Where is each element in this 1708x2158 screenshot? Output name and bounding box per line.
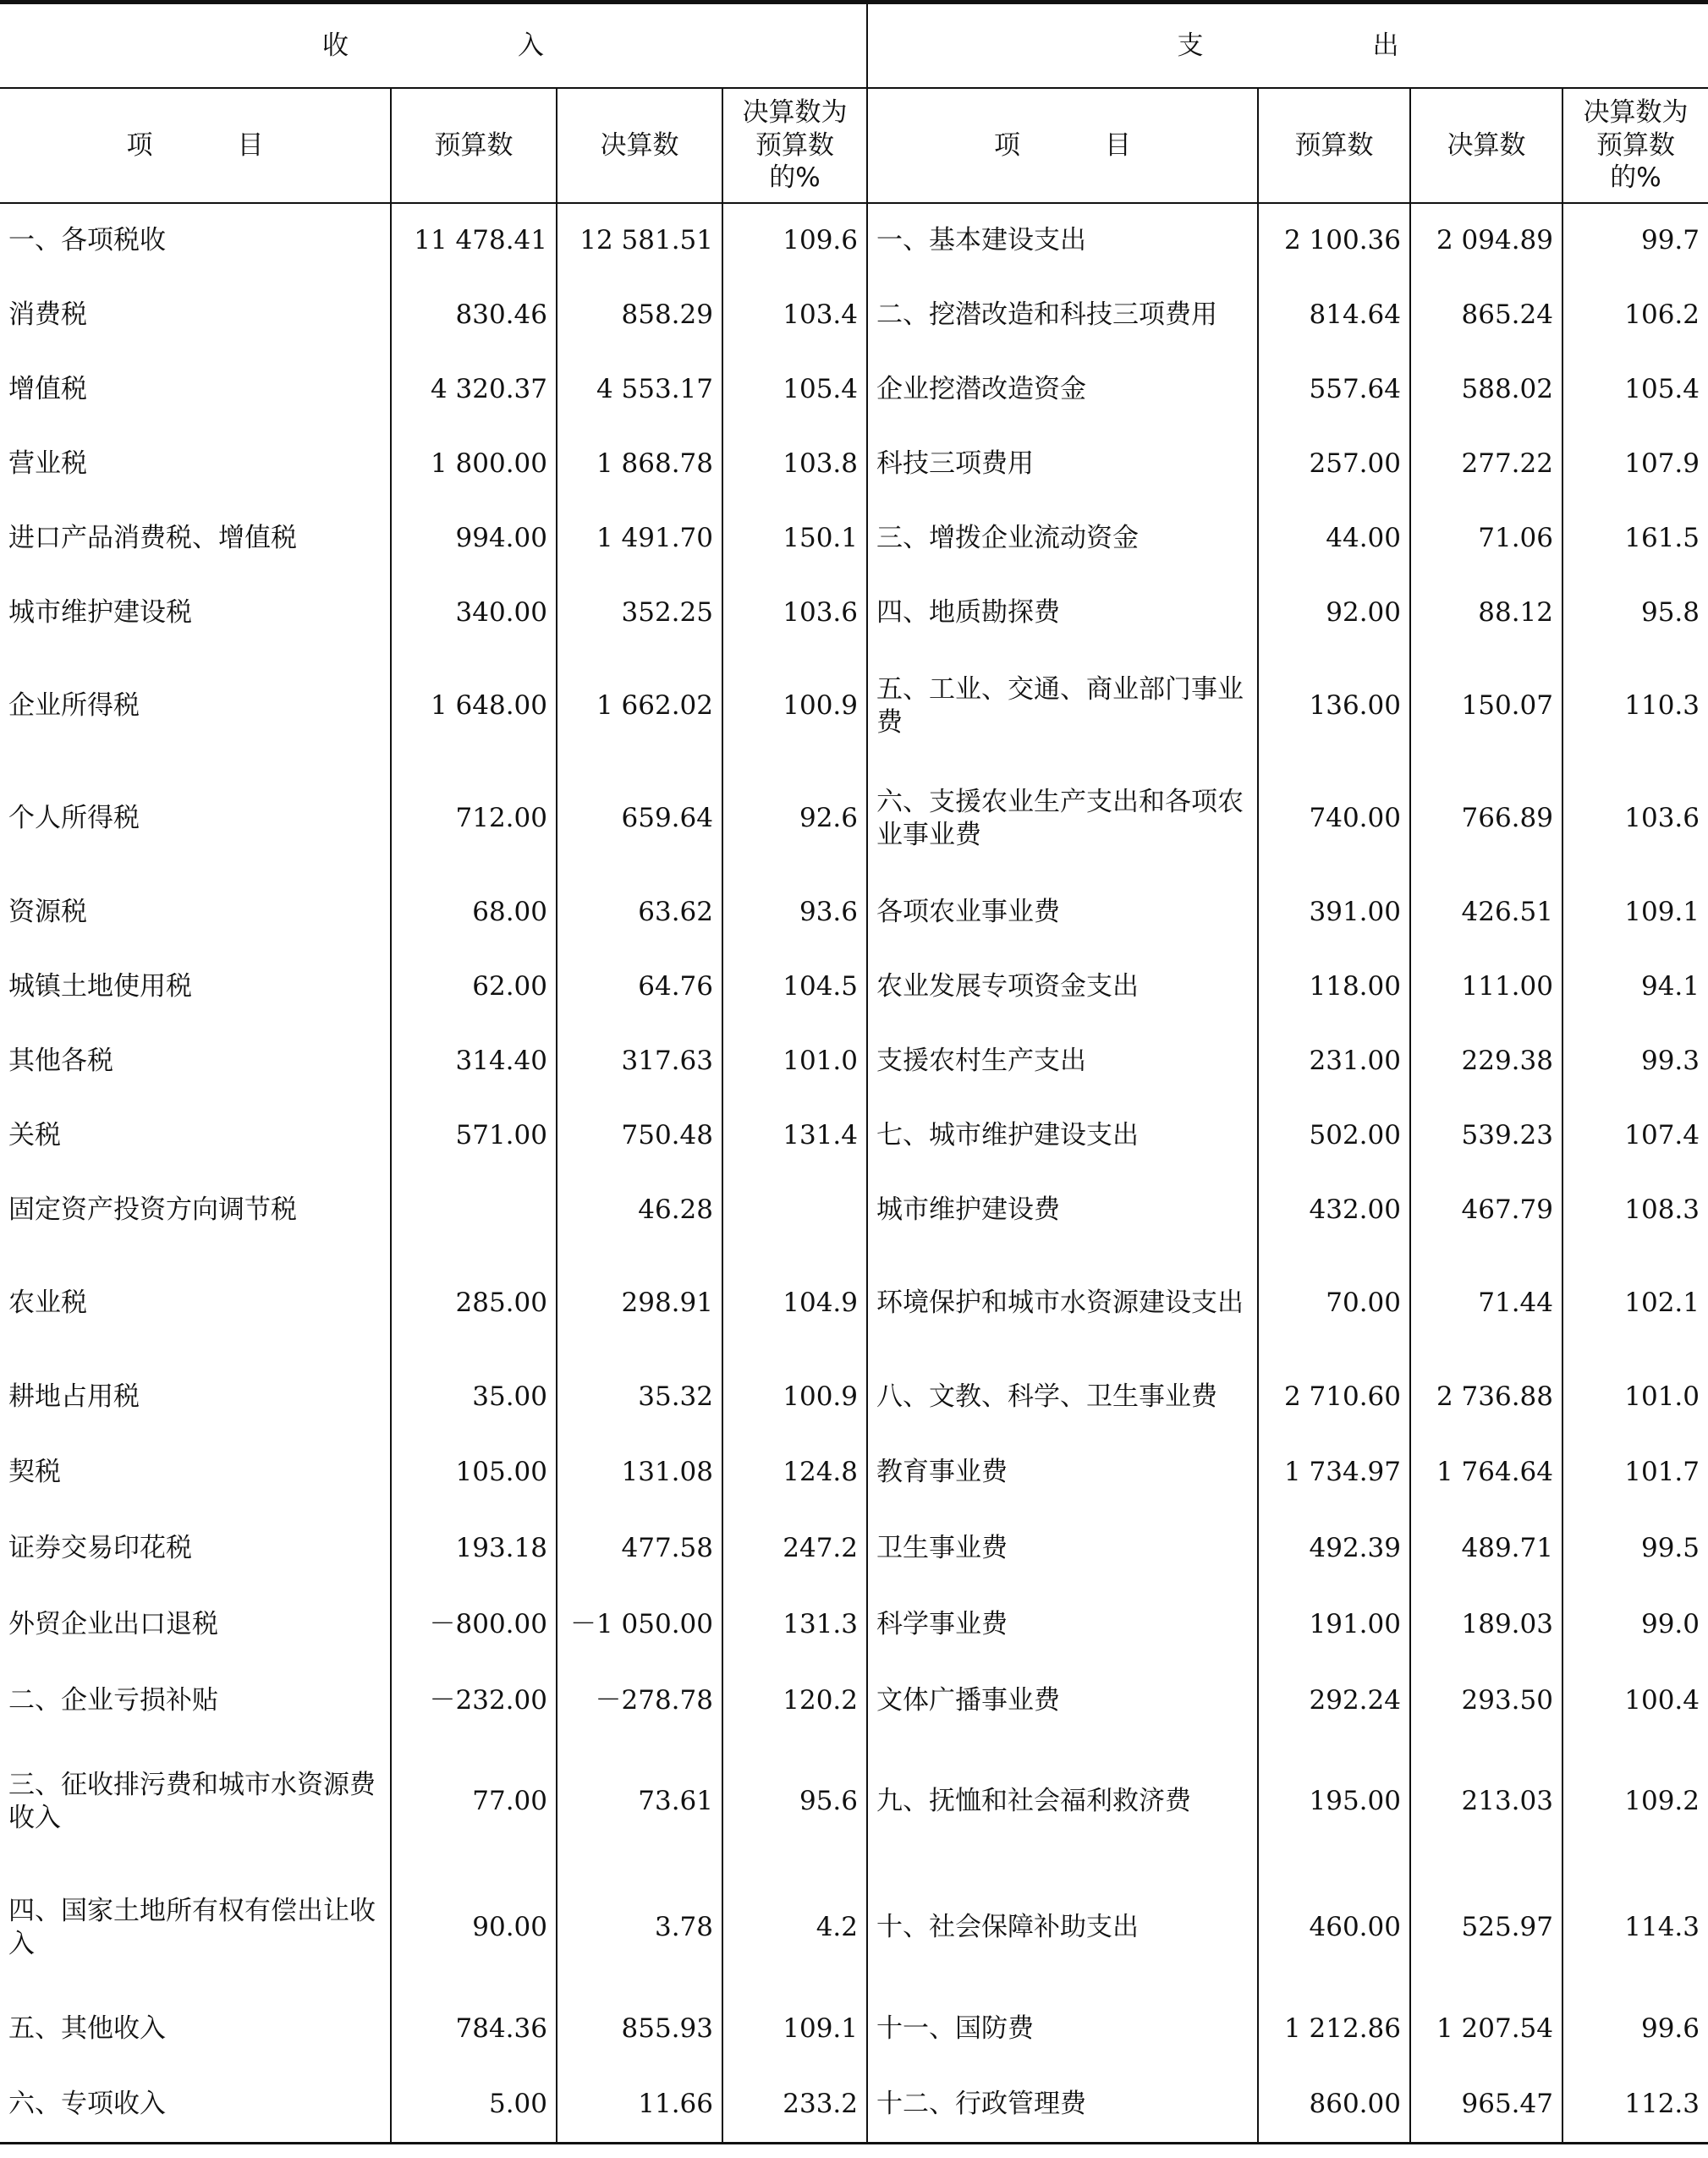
expense-budget-cell: 257.00 bbox=[1258, 426, 1410, 501]
income-budget-cell: 712.00 bbox=[391, 762, 557, 875]
income-actual-cell: 35.32 bbox=[557, 1359, 722, 1434]
table-row bbox=[0, 1864, 1708, 1991]
table-row bbox=[0, 352, 1708, 426]
expense-item-cell: 十二、行政管理费 bbox=[867, 2067, 1258, 2143]
expense-budget-cell: 292.24 bbox=[1258, 1662, 1410, 1738]
income-percent-cell: 131.4 bbox=[722, 1098, 867, 1172]
expense-percent-cell: 112.3 bbox=[1562, 2067, 1708, 2143]
expense-item-cell: 二、挖潜改造和科技三项费用 bbox=[867, 277, 1258, 352]
expense-actual-cell: 111.00 bbox=[1410, 949, 1562, 1024]
expense-actual-cell: 489.71 bbox=[1410, 1510, 1562, 1586]
income-actual-cell: －278.78 bbox=[557, 1662, 722, 1738]
income-actual-cell: 317.63 bbox=[557, 1024, 722, 1098]
expense-actual-cell: 539.23 bbox=[1410, 1098, 1562, 1172]
expense-item-cell: 十一、国防费 bbox=[867, 1991, 1258, 2067]
table-row bbox=[0, 1738, 1708, 1864]
expense-item-cell: 支援农村生产支出 bbox=[867, 1024, 1258, 1098]
expense-actual-cell: 1 207.54 bbox=[1410, 1991, 1562, 2067]
income-budget-cell: 1 800.00 bbox=[391, 426, 557, 501]
expense-percent-cell: 99.7 bbox=[1640, 225, 1700, 256]
income-percent-cell: 109.6 bbox=[722, 203, 867, 277]
income-actual-cell: 750.48 bbox=[557, 1098, 722, 1172]
expense-percent-cell: 99.3 bbox=[1640, 1045, 1700, 1076]
income-budget-cell bbox=[391, 1172, 557, 1247]
expense-percent-cell: 114.3 bbox=[1624, 1912, 1700, 1943]
expense-item-cell: 三、增拨企业流动资金 bbox=[867, 501, 1258, 575]
expense-budget-cell: 2 100.36 bbox=[1258, 203, 1410, 277]
expense-budget-cell: 2 710.60 bbox=[1258, 1359, 1410, 1434]
expense-budget-cell: 1 734.97 bbox=[1258, 1434, 1410, 1510]
expense-item-header: 项目 bbox=[867, 88, 1258, 203]
income-item-cell: 二、企业亏损补贴 bbox=[0, 1662, 391, 1738]
section-header-row bbox=[0, 3, 1708, 89]
income-percent-cell: 100.9 bbox=[722, 1359, 867, 1434]
income-budget-cell: 35.00 bbox=[391, 1359, 557, 1434]
income-item-cell: 进口产品消费税、增值税 bbox=[0, 501, 391, 575]
income-actual-cell: 858.29 bbox=[557, 277, 722, 352]
expense-percent-cell: 108.3 bbox=[1624, 1194, 1700, 1225]
income-item-cell: 契税 bbox=[0, 1434, 391, 1510]
income-actual-cell: 298.91 bbox=[557, 1247, 722, 1359]
table-row bbox=[0, 1247, 1708, 1359]
expense-budget-cell: 432.00 bbox=[1258, 1172, 1410, 1247]
expense-item-cell: 科技三项费用 bbox=[867, 426, 1258, 501]
expense-actual-cell: 965.47 bbox=[1410, 2067, 1562, 2143]
expense-actual-cell: 766.89 bbox=[1410, 762, 1562, 875]
expense-item-cell: 四、地质勘探费 bbox=[867, 575, 1258, 650]
expense-budget-cell: 191.00 bbox=[1258, 1586, 1410, 1662]
income-actual-cell: 1 662.02 bbox=[557, 650, 722, 762]
income-budget-cell: 193.18 bbox=[391, 1510, 557, 1586]
table-row bbox=[0, 1586, 1708, 1662]
expense-actual-header: 决算数 bbox=[1410, 88, 1562, 203]
expense-actual-cell: 467.79 bbox=[1410, 1172, 1562, 1247]
income-percent-cell: 95.6 bbox=[722, 1738, 867, 1864]
expense-actual-cell: 525.97 bbox=[1410, 1864, 1562, 1991]
expense-percent-cell: 109.1 bbox=[1624, 896, 1700, 927]
income-percent-cell: 104.5 bbox=[722, 949, 867, 1024]
expense-actual-cell: 229.38 bbox=[1410, 1024, 1562, 1098]
income-item-cell: 四、国家土地所有权有偿出让收入 bbox=[0, 1864, 391, 1991]
income-percent-cell: 100.9 bbox=[722, 650, 867, 762]
expense-item-cell: 科学事业费 bbox=[867, 1586, 1258, 1662]
expense-actual-cell: 189.03 bbox=[1410, 1586, 1562, 1662]
income-percent-cell: 93.6 bbox=[722, 875, 867, 949]
income-budget-cell: 784.36 bbox=[391, 1991, 557, 2067]
table-row bbox=[0, 1024, 1708, 1098]
income-percent-cell: 109.1 bbox=[722, 1991, 867, 2067]
income-actual-cell: 3.78 bbox=[557, 1864, 722, 1991]
expense-item-cell: 卫生事业费 bbox=[867, 1510, 1258, 1586]
expense-percent-cell: 102.1 bbox=[1624, 1288, 1700, 1319]
income-budget-cell: －800.00 bbox=[391, 1586, 557, 1662]
income-item-cell: 个人所得税 bbox=[0, 762, 391, 875]
table-row bbox=[0, 1172, 1708, 1247]
income-item-cell: 五、其他收入 bbox=[0, 1991, 391, 2067]
income-item-cell: 营业税 bbox=[0, 426, 391, 501]
expense-budget-cell: 814.64 bbox=[1258, 277, 1410, 352]
income-percent-cell: 103.8 bbox=[722, 426, 867, 501]
table-row bbox=[0, 762, 1708, 875]
income-item-cell: 其他各税 bbox=[0, 1024, 391, 1098]
income-item-cell: 一、各项税收 bbox=[0, 203, 391, 277]
income-item-cell: 消费税 bbox=[0, 277, 391, 352]
expense-budget-cell: 460.00 bbox=[1258, 1864, 1410, 1991]
income-percent-cell: 104.9 bbox=[722, 1247, 867, 1359]
table-row bbox=[0, 650, 1708, 762]
expense-item-cell: 文体广播事业费 bbox=[867, 1662, 1258, 1738]
income-budget-cell: 571.00 bbox=[391, 1098, 557, 1172]
expense-item-cell: 环境保护和城市水资源建设支出 bbox=[867, 1247, 1258, 1359]
table-row bbox=[0, 2067, 1708, 2143]
income-actual-cell: 855.93 bbox=[557, 1991, 722, 2067]
income-percent-cell: 92.6 bbox=[722, 762, 867, 875]
expense-actual-cell: 277.22 bbox=[1410, 426, 1562, 501]
expense-item-cell: 一、基本建设支出 bbox=[867, 203, 1258, 277]
income-actual-cell: 4 553.17 bbox=[557, 352, 722, 426]
table-row bbox=[0, 1434, 1708, 1510]
income-item-cell: 耕地占用税 bbox=[0, 1359, 391, 1434]
table-row bbox=[0, 575, 1708, 650]
income-actual-cell: 352.25 bbox=[557, 575, 722, 650]
income-item-cell: 固定资产投资方向调节税 bbox=[0, 1172, 391, 1247]
expense-item-cell: 教育事业费 bbox=[867, 1434, 1258, 1510]
expense-percent-cell: 107.9 bbox=[1624, 448, 1700, 479]
income-item-cell: 六、专项收入 bbox=[0, 2067, 391, 2143]
expense-actual-cell: 150.07 bbox=[1410, 650, 1562, 762]
expense-percent-cell: 94.1 bbox=[1640, 970, 1700, 1002]
expense-actual-cell: 2 094.89 bbox=[1410, 203, 1562, 277]
table-row bbox=[0, 277, 1708, 352]
income-item-cell: 证券交易印花税 bbox=[0, 1510, 391, 1586]
income-actual-cell: 477.58 bbox=[557, 1510, 722, 1586]
income-actual-cell: 11.66 bbox=[557, 2067, 722, 2143]
expense-section-header: 支出 bbox=[867, 3, 1708, 89]
expense-item-cell: 六、支援农业生产支出和各项农业事业费 bbox=[867, 762, 1258, 875]
expense-percent-cell: 100.4 bbox=[1624, 1684, 1700, 1716]
income-budget-cell: 994.00 bbox=[391, 501, 557, 575]
income-item-cell: 农业税 bbox=[0, 1247, 391, 1359]
expense-budget-cell: 136.00 bbox=[1258, 650, 1410, 762]
expense-actual-cell: 213.03 bbox=[1410, 1738, 1562, 1864]
income-section-header: 收入 bbox=[0, 3, 867, 89]
expense-actual-cell: 71.06 bbox=[1410, 501, 1562, 575]
expense-actual-cell: 88.12 bbox=[1410, 575, 1562, 650]
income-percent-cell: 247.2 bbox=[722, 1510, 867, 1586]
income-percent-cell: 124.8 bbox=[722, 1434, 867, 1510]
expense-percent-cell: 107.4 bbox=[1624, 1119, 1700, 1150]
income-budget-cell: 5.00 bbox=[391, 2067, 557, 2143]
expense-percent-cell: 101.7 bbox=[1624, 1456, 1700, 1487]
table-row bbox=[0, 1098, 1708, 1172]
expense-actual-cell: 588.02 bbox=[1410, 352, 1562, 426]
income-budget-header: 预算数 bbox=[391, 88, 557, 203]
income-item-header: 项目 bbox=[0, 88, 391, 203]
expense-budget-cell: 391.00 bbox=[1258, 875, 1410, 949]
expense-item-cell: 城市维护建设费 bbox=[867, 1172, 1258, 1247]
income-item-cell: 外贸企业出口退税 bbox=[0, 1586, 391, 1662]
expense-percent-cell: 99.5 bbox=[1640, 1532, 1700, 1563]
table-row bbox=[0, 1991, 1708, 2067]
table-row bbox=[0, 501, 1708, 575]
table-row bbox=[0, 1662, 1708, 1738]
income-budget-cell: －232.00 bbox=[391, 1662, 557, 1738]
expense-percent-cell: 110.3 bbox=[1624, 690, 1700, 722]
expense-budget-header: 预算数 bbox=[1258, 88, 1410, 203]
expense-item-cell: 农业发展专项资金支出 bbox=[867, 949, 1258, 1024]
table-row bbox=[0, 1359, 1708, 1434]
income-actual-cell: 12 581.51 bbox=[557, 203, 722, 277]
expense-item-cell: 企业挖潜改造资金 bbox=[867, 352, 1258, 426]
income-budget-cell: 4 320.37 bbox=[391, 352, 557, 426]
income-percent-cell: 233.2 bbox=[722, 2067, 867, 2143]
expense-actual-cell: 293.50 bbox=[1410, 1662, 1562, 1738]
income-actual-cell: 131.08 bbox=[557, 1434, 722, 1510]
expense-item-cell: 七、城市维护建设支出 bbox=[867, 1098, 1258, 1172]
income-item-cell: 关税 bbox=[0, 1098, 391, 1172]
expense-percent-cell: 109.2 bbox=[1624, 1786, 1700, 1817]
income-budget-cell: 68.00 bbox=[391, 875, 557, 949]
income-item-cell: 三、征收排污费和城市水资源费收入 bbox=[0, 1738, 391, 1864]
income-item-cell: 企业所得税 bbox=[0, 650, 391, 762]
expense-budget-cell: 502.00 bbox=[1258, 1098, 1410, 1172]
expense-budget-cell: 740.00 bbox=[1258, 762, 1410, 875]
income-budget-cell: 77.00 bbox=[391, 1738, 557, 1864]
income-actual-cell: 1 868.78 bbox=[557, 426, 722, 501]
expense-budget-cell: 92.00 bbox=[1258, 575, 1410, 650]
income-actual-cell: 1 491.70 bbox=[557, 501, 722, 575]
expense-actual-cell: 865.24 bbox=[1410, 277, 1562, 352]
expense-percent-cell: 95.8 bbox=[1640, 596, 1700, 628]
income-percent-header: 决算数为 预算数的% bbox=[722, 88, 867, 203]
expense-budget-cell: 860.00 bbox=[1258, 2067, 1410, 2143]
expense-budget-cell: 118.00 bbox=[1258, 949, 1410, 1024]
income-budget-cell: 11 478.41 bbox=[391, 203, 557, 277]
expense-item-cell: 五、工业、交通、商业部门事业费 bbox=[867, 650, 1258, 762]
income-percent-cell: 103.4 bbox=[722, 277, 867, 352]
income-item-cell: 增值税 bbox=[0, 352, 391, 426]
income-actual-cell: 659.64 bbox=[557, 762, 722, 875]
income-item-cell: 资源税 bbox=[0, 875, 391, 949]
income-actual-cell: －1 050.00 bbox=[557, 1586, 722, 1662]
income-percent-cell bbox=[722, 1172, 867, 1247]
expense-actual-cell: 1 764.64 bbox=[1410, 1434, 1562, 1510]
expense-item-cell: 十、社会保障补助支出 bbox=[867, 1864, 1258, 1991]
column-header-row bbox=[0, 88, 1708, 203]
income-actual-cell: 73.61 bbox=[557, 1738, 722, 1864]
income-actual-cell: 64.76 bbox=[557, 949, 722, 1024]
table-row bbox=[0, 203, 1708, 277]
income-budget-cell: 285.00 bbox=[391, 1247, 557, 1359]
expense-percent-cell: 99.0 bbox=[1640, 1608, 1700, 1639]
income-budget-cell: 90.00 bbox=[391, 1864, 557, 1991]
expense-budget-cell: 231.00 bbox=[1258, 1024, 1410, 1098]
income-budget-cell: 62.00 bbox=[391, 949, 557, 1024]
income-budget-cell: 314.40 bbox=[391, 1024, 557, 1098]
income-percent-cell: 101.0 bbox=[722, 1024, 867, 1098]
expense-actual-cell: 426.51 bbox=[1410, 875, 1562, 949]
income-actual-header: 决算数 bbox=[557, 88, 722, 203]
expense-budget-cell: 1 212.86 bbox=[1258, 1991, 1410, 2067]
income-item-cell: 城镇土地使用税 bbox=[0, 949, 391, 1024]
table-row bbox=[0, 1510, 1708, 1586]
income-actual-cell: 63.62 bbox=[557, 875, 722, 949]
income-budget-cell: 340.00 bbox=[391, 575, 557, 650]
income-budget-cell: 105.00 bbox=[391, 1434, 557, 1510]
table-row bbox=[0, 426, 1708, 501]
income-percent-cell: 150.1 bbox=[722, 501, 867, 575]
income-actual-cell: 46.28 bbox=[557, 1172, 722, 1247]
income-percent-cell: 131.3 bbox=[722, 1586, 867, 1662]
expense-budget-cell: 44.00 bbox=[1258, 501, 1410, 575]
income-percent-cell: 103.6 bbox=[722, 575, 867, 650]
table-row bbox=[0, 875, 1708, 949]
expense-percent-header: 决算数为 预算数的% bbox=[1562, 88, 1708, 203]
income-item-cell: 城市维护建设税 bbox=[0, 575, 391, 650]
table-row bbox=[0, 949, 1708, 1024]
income-budget-cell: 1 648.00 bbox=[391, 650, 557, 762]
expense-budget-cell: 70.00 bbox=[1258, 1247, 1410, 1359]
expense-percent-cell: 106.2 bbox=[1624, 299, 1700, 330]
expense-actual-cell: 71.44 bbox=[1410, 1247, 1562, 1359]
expense-budget-cell: 195.00 bbox=[1258, 1738, 1410, 1864]
expense-budget-cell: 492.39 bbox=[1258, 1510, 1410, 1586]
expense-percent-cell: 101.0 bbox=[1624, 1381, 1700, 1412]
income-budget-cell: 830.46 bbox=[391, 277, 557, 352]
expense-percent-cell: 161.5 bbox=[1624, 522, 1700, 553]
expense-budget-cell: 557.64 bbox=[1258, 352, 1410, 426]
income-percent-cell: 120.2 bbox=[722, 1662, 867, 1738]
expense-actual-cell: 2 736.88 bbox=[1410, 1359, 1562, 1434]
income-percent-cell: 105.4 bbox=[722, 352, 867, 426]
expense-item-cell: 八、文教、科学、卫生事业费 bbox=[867, 1359, 1258, 1434]
income-percent-cell: 4.2 bbox=[722, 1864, 867, 1991]
expense-item-cell: 九、抚恤和社会福利救济费 bbox=[867, 1738, 1258, 1864]
expense-percent-cell: 105.4 bbox=[1624, 373, 1700, 404]
expense-item-cell: 各项农业事业费 bbox=[867, 875, 1258, 949]
expense-percent-cell: 103.6 bbox=[1624, 803, 1700, 834]
expense-percent-cell: 99.6 bbox=[1640, 2012, 1700, 2044]
